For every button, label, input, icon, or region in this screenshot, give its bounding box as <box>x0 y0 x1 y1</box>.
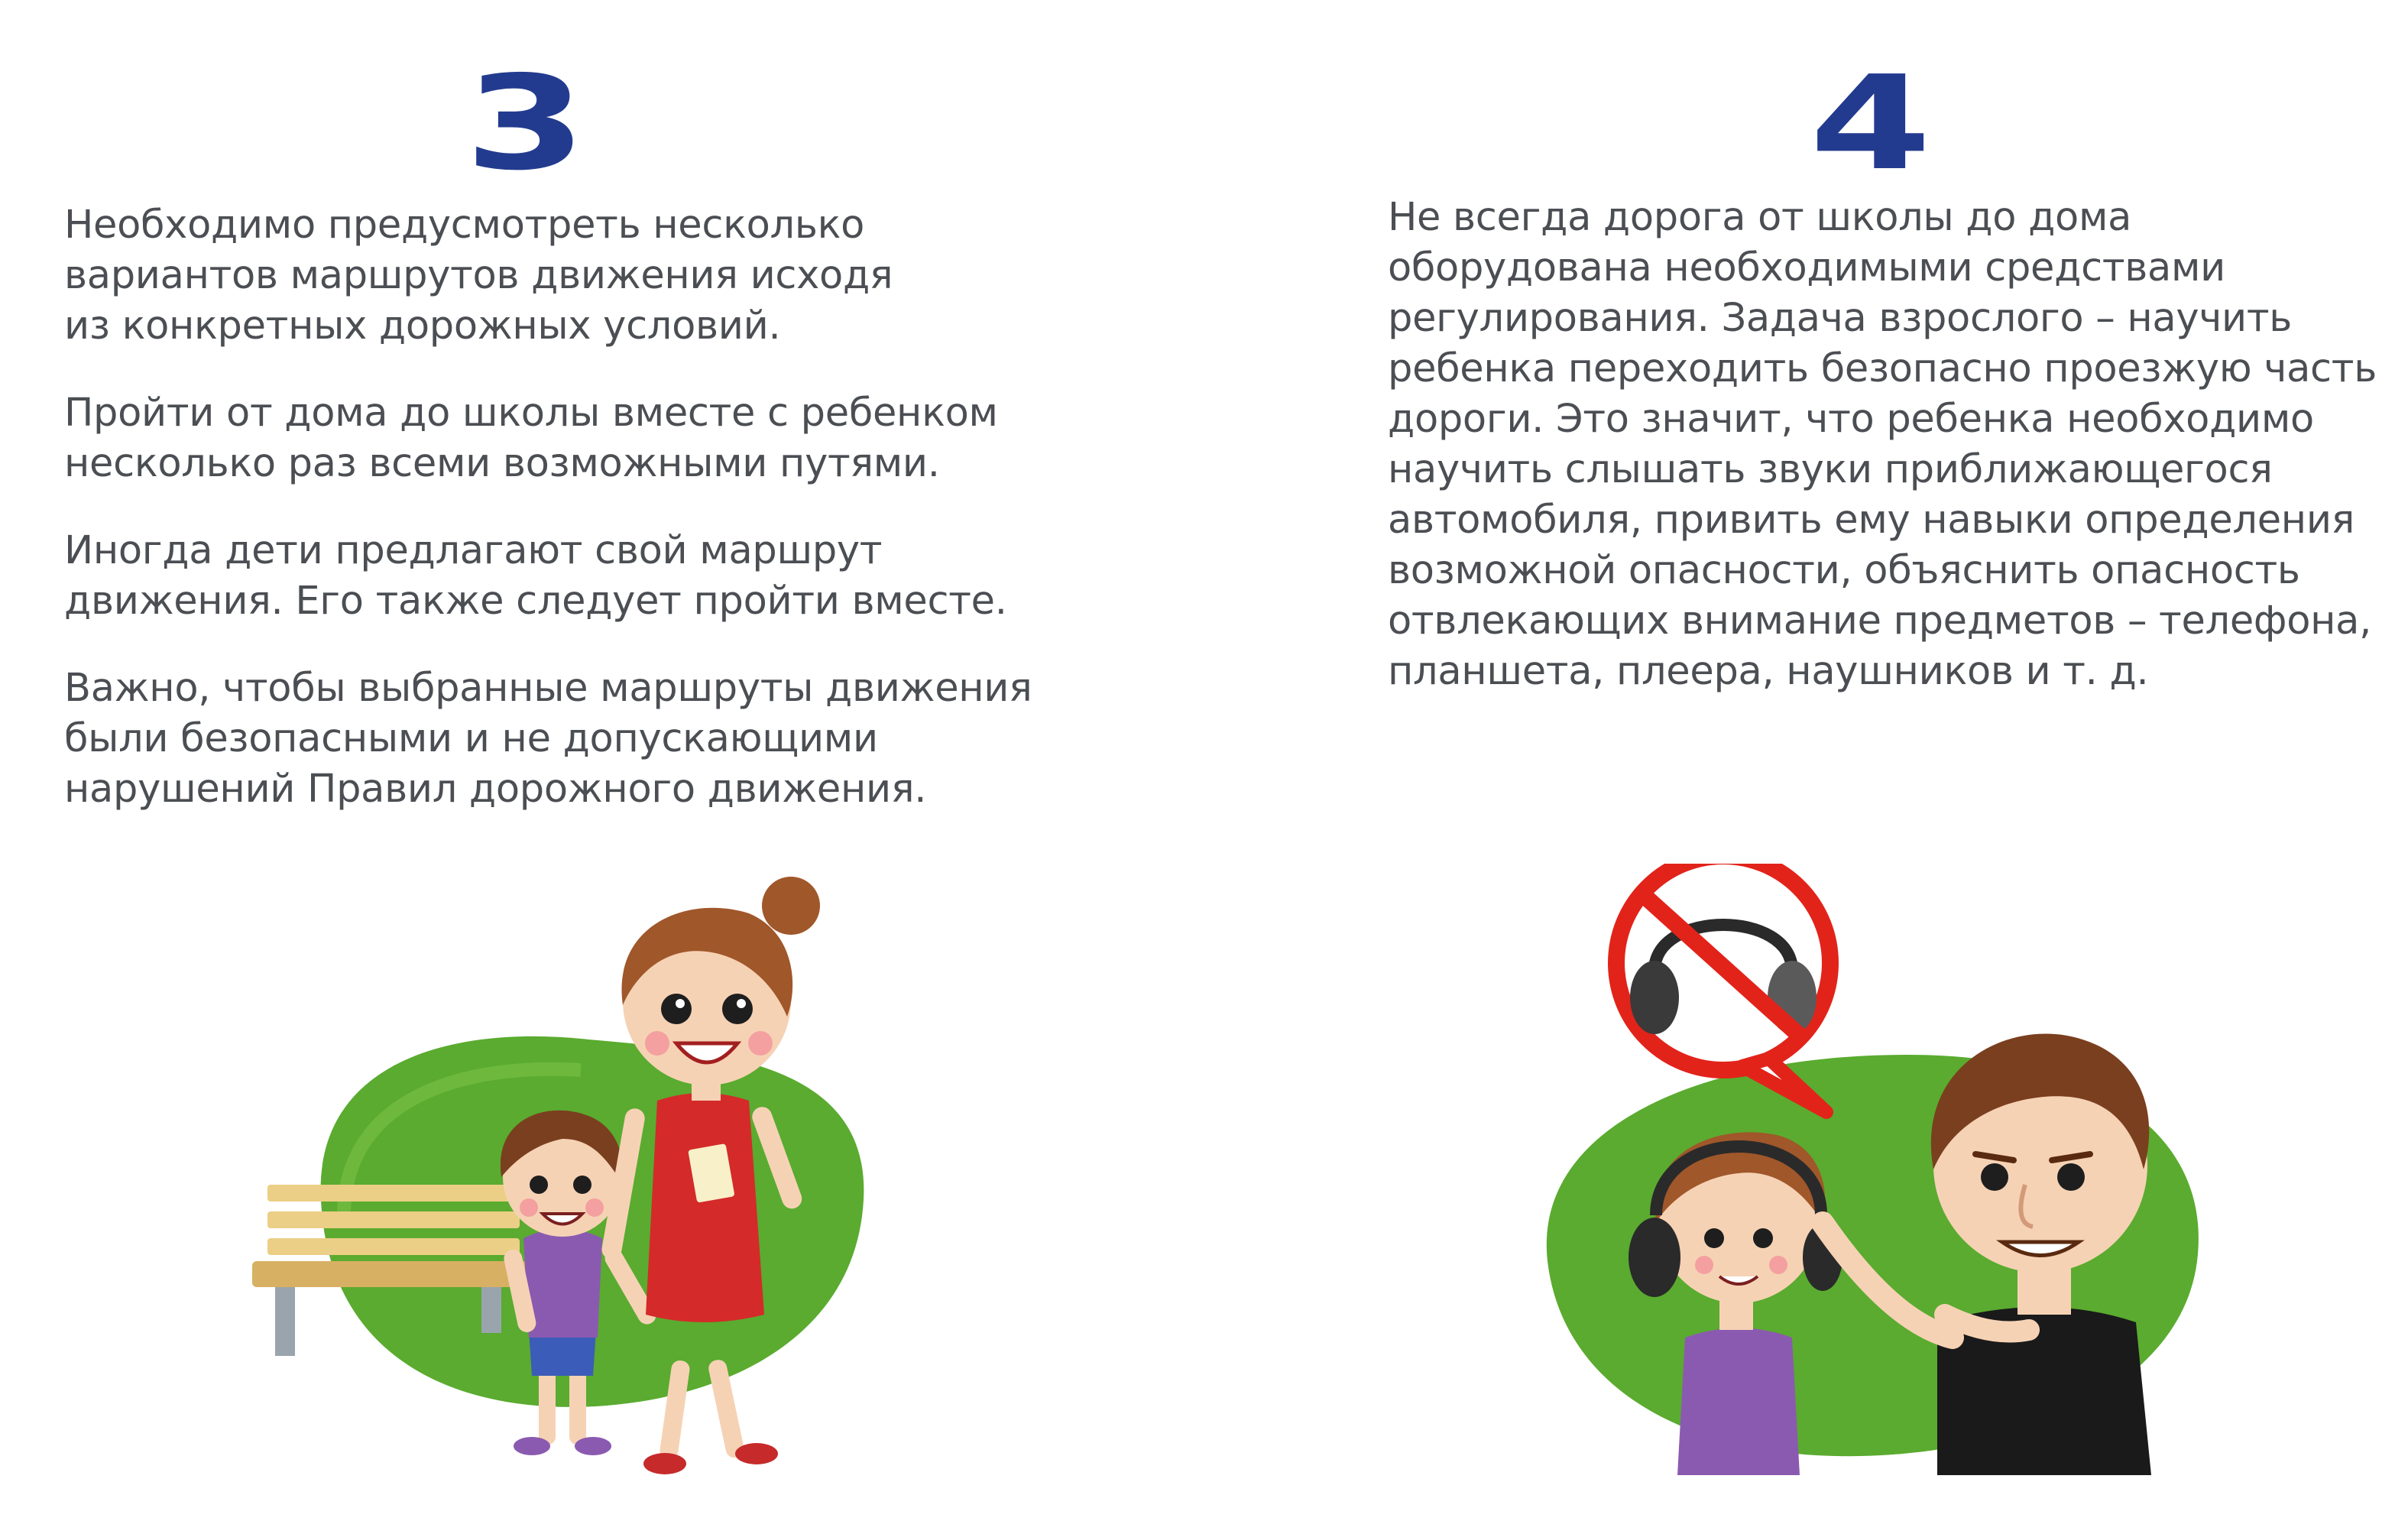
paragraph <box>64 200 1104 352</box>
paragraph <box>64 663 1104 815</box>
paragraph <box>64 388 1104 489</box>
text-line: Иногда дети предлагают свой маршрут <box>64 528 883 573</box>
text-line: ребенка переходить безопасно проезжую часть <box>1388 346 2377 391</box>
text-line: научить слышать звуки приближающегося <box>1388 447 2273 492</box>
step-number: 3 <box>464 48 583 199</box>
text-line: отвлекающих внимание предметов – телефона, <box>1388 598 2372 644</box>
text-line: вариантов маршрутов движения исходя <box>64 253 893 298</box>
text-line: движения. Его также следует пройти вместе. <box>64 579 1007 624</box>
text-block <box>64 200 1104 815</box>
text-line: несколько раз всеми возможными путями. <box>64 441 940 486</box>
text-line: возможной опасности, объяснить опасность <box>1388 548 2300 593</box>
text-line: Важно, чтобы выбранные маршруты движения <box>64 666 1032 711</box>
text-line: автомобиля, привить ему навыки определения <box>1388 498 2355 543</box>
text-line: из конкретных дорожных условий. <box>64 303 781 349</box>
text-line: планшета, плеера, наушников и т. д. <box>1388 649 2149 694</box>
text-line: были безопасными и не допускающими <box>64 716 878 761</box>
text-line: нарушений Правил дорожного движения. <box>64 767 927 812</box>
step-number: 4 <box>1809 48 1928 199</box>
paragraph <box>1388 193 2381 697</box>
text-line: Необходимо предусмотреть несколько <box>64 203 864 248</box>
mother-son-illustration <box>229 871 917 1483</box>
text-line: дороги. Это значит, что ребенка необходимо <box>1388 397 2314 442</box>
text-line: регулирования. Задача взрослого – научить <box>1388 296 2293 341</box>
text-line: Пройти от дома до школы вместе с ребенком <box>64 391 998 436</box>
text-line: Не всегда дорога от школы до дома <box>1388 195 2132 240</box>
paragraph <box>64 526 1104 627</box>
page-right <box>1204 0 2408 1521</box>
father-child-illustration <box>1479 864 2243 1475</box>
text-line: оборудована необходимыми средствами <box>1388 245 2225 290</box>
text-block <box>1388 193 2381 697</box>
